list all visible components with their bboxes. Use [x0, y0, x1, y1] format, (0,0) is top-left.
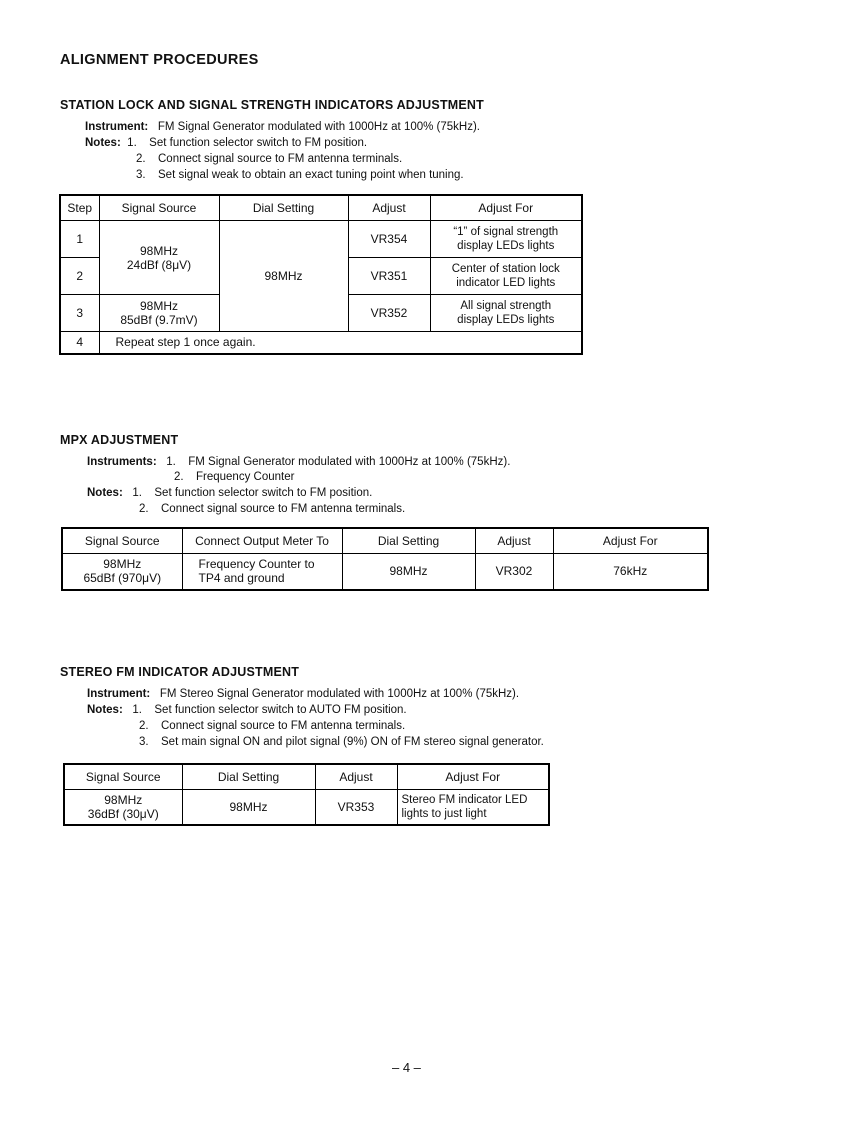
adjust-cell: VR352: [348, 295, 430, 332]
instrument-text: FM Signal Generator modulated with 1000Hz at 100% (75kHz).: [188, 456, 511, 468]
instrument-text: FM Stereo Signal Generator modulated with 1000Hz at 100% (75kHz).: [159, 688, 520, 700]
instrument-number: 2.: [174, 471, 184, 483]
mpx-note-1: [87, 487, 372, 499]
station-instrument-line: [85, 121, 480, 133]
source-level: 85dBf (9.7mV): [120, 313, 198, 327]
table-row: [64, 790, 549, 825]
note-number: 3.: [136, 169, 146, 181]
table-header-row: [60, 195, 582, 221]
note-text: Set function selector switch to FM position.: [154, 487, 373, 499]
table-row: [62, 554, 708, 590]
column-header: Adjust For: [397, 764, 549, 790]
adjust-for-cell: [397, 790, 549, 825]
adjust-for-line: Center of station lock: [451, 263, 560, 275]
column-header: Adjust For: [553, 528, 708, 554]
source-level: 24dBf (8μV): [126, 257, 192, 272]
step-cell: 1: [60, 221, 99, 258]
stereo-adjust-table: [63, 763, 550, 826]
stereo-note-2: [139, 720, 405, 732]
note-number: 2.: [136, 153, 146, 165]
mpx-instrument-2: [174, 471, 294, 483]
source-freq: 98MHz: [104, 792, 143, 807]
station-note-1: [85, 137, 367, 149]
source-freq: 98MHz: [103, 557, 142, 572]
table-header-row: [64, 764, 549, 790]
adjust-for-line: display LEDs lights: [457, 314, 555, 326]
connect-line: TP4 and ground: [198, 571, 285, 586]
connect-line: Frequency Counter to: [198, 557, 315, 572]
stereo-section-title: STEREO FM INDICATOR ADJUSTMENT: [60, 665, 300, 679]
adjust-for-cell: [430, 221, 582, 258]
column-header: Dial Setting: [219, 195, 348, 221]
adjust-for-line: lights to just light: [401, 807, 487, 820]
instrument-number: 1.: [166, 456, 176, 468]
column-header: Adjust For: [430, 195, 582, 221]
table-row: [60, 221, 582, 258]
instrument-label: Instrument:: [87, 688, 151, 700]
adjust-for-cell: [430, 258, 582, 295]
table-row: [60, 332, 582, 354]
source-level: 36dBf (30μV): [87, 806, 159, 821]
note-number: 1.: [127, 137, 137, 149]
step-cell: 4: [60, 332, 99, 354]
station-note-2: [136, 153, 402, 165]
note-text: Connect signal source to FM antenna terminals.: [158, 153, 403, 165]
source-level: 65dBf (970μV): [83, 571, 162, 586]
instruments-label: Instruments:: [87, 456, 157, 468]
page-number: – 4 –: [392, 1060, 421, 1075]
adjust-cell: VR354: [348, 221, 430, 258]
adjust-cell: VR351: [348, 258, 430, 295]
dial-setting-cell: 98MHz: [182, 790, 315, 825]
note-number: 2.: [139, 720, 149, 732]
column-header: Adjust: [475, 528, 553, 554]
adjust-for-cell: 76kHz: [553, 554, 708, 590]
adjust-for-line: “1” of signal strength: [453, 226, 559, 238]
column-header: Dial Setting: [182, 764, 315, 790]
adjust-for-line: display LEDs lights: [457, 240, 555, 252]
signal-source-cell: [64, 790, 182, 825]
dial-setting-cell: 98MHz: [342, 554, 475, 590]
note-text: Set function selector switch to AUTO FM position.: [154, 704, 407, 716]
table-header-row: [62, 528, 708, 554]
stereo-note-1: [87, 704, 407, 716]
adjust-for-line: All signal strength: [460, 300, 552, 312]
mpx-instrument-1: [87, 456, 510, 468]
column-header: Signal Source: [64, 764, 182, 790]
column-header: Adjust: [315, 764, 397, 790]
station-note-3: [136, 169, 464, 181]
instrument-text: FM Signal Generator modulated with 1000Hz at 100% (75kHz).: [157, 121, 481, 133]
adjust-for-cell: [430, 295, 582, 332]
connect-cell: [182, 554, 342, 590]
adjust-for-line: indicator LED lights: [456, 277, 556, 289]
signal-source-cell: [99, 221, 219, 295]
station-section-title: STATION LOCK AND SIGNAL STRENGTH INDICATORS ADJUSTMENT: [60, 98, 484, 112]
adjust-for-line: Stereo FM indicator LED: [401, 793, 528, 806]
dial-setting-cell: 98MHz: [219, 221, 348, 332]
column-header: Signal Source: [62, 528, 182, 554]
step-cell: 3: [60, 295, 99, 332]
note-text: Set signal weak to obtain an exact tuning point when tuning.: [158, 169, 464, 181]
note-text: Set function selector switch to FM position.: [149, 137, 368, 149]
instrument-text: Frequency Counter: [196, 471, 295, 483]
column-header: Signal Source: [99, 195, 219, 221]
notes-label: Notes:: [85, 137, 121, 149]
note-text: Connect signal source to FM antenna terminals.: [161, 503, 406, 515]
note-number: 1.: [132, 704, 142, 716]
mpx-adjust-table: [61, 527, 709, 591]
signal-source-cell: [99, 295, 219, 332]
note-number: 3.: [139, 736, 149, 748]
note-text: Connect signal source to FM antenna terminals.: [161, 720, 406, 732]
source-freq: 98MHz: [139, 299, 178, 313]
page-title: ALIGNMENT PROCEDURES: [60, 52, 259, 68]
column-header: Connect Output Meter To: [182, 528, 342, 554]
note-text: Set main signal ON and pilot signal (9%) ON of FM stereo signal generator.: [161, 736, 544, 748]
station-adjust-table: [59, 194, 583, 355]
signal-source-cell: [62, 554, 182, 590]
instrument-label: Instrument:: [85, 121, 149, 133]
mpx-note-2: [139, 503, 405, 515]
note-number: 1.: [132, 487, 142, 499]
notes-label: Notes:: [87, 704, 123, 716]
notes-label: Notes:: [87, 487, 123, 499]
repeat-note-cell: Repeat step 1 once again.: [99, 332, 582, 354]
step-cell: 2: [60, 258, 99, 295]
column-header: Adjust: [348, 195, 430, 221]
column-header: Step: [60, 195, 99, 221]
mpx-section-title: MPX ADJUSTMENT: [60, 433, 179, 447]
adjust-cell: VR302: [475, 554, 553, 590]
stereo-instrument-line: [87, 688, 519, 700]
stereo-note-3: [139, 736, 544, 748]
source-freq: 98MHz: [139, 243, 178, 258]
note-number: 2.: [139, 503, 149, 515]
adjust-cell: VR353: [315, 790, 397, 825]
column-header: Dial Setting: [342, 528, 475, 554]
